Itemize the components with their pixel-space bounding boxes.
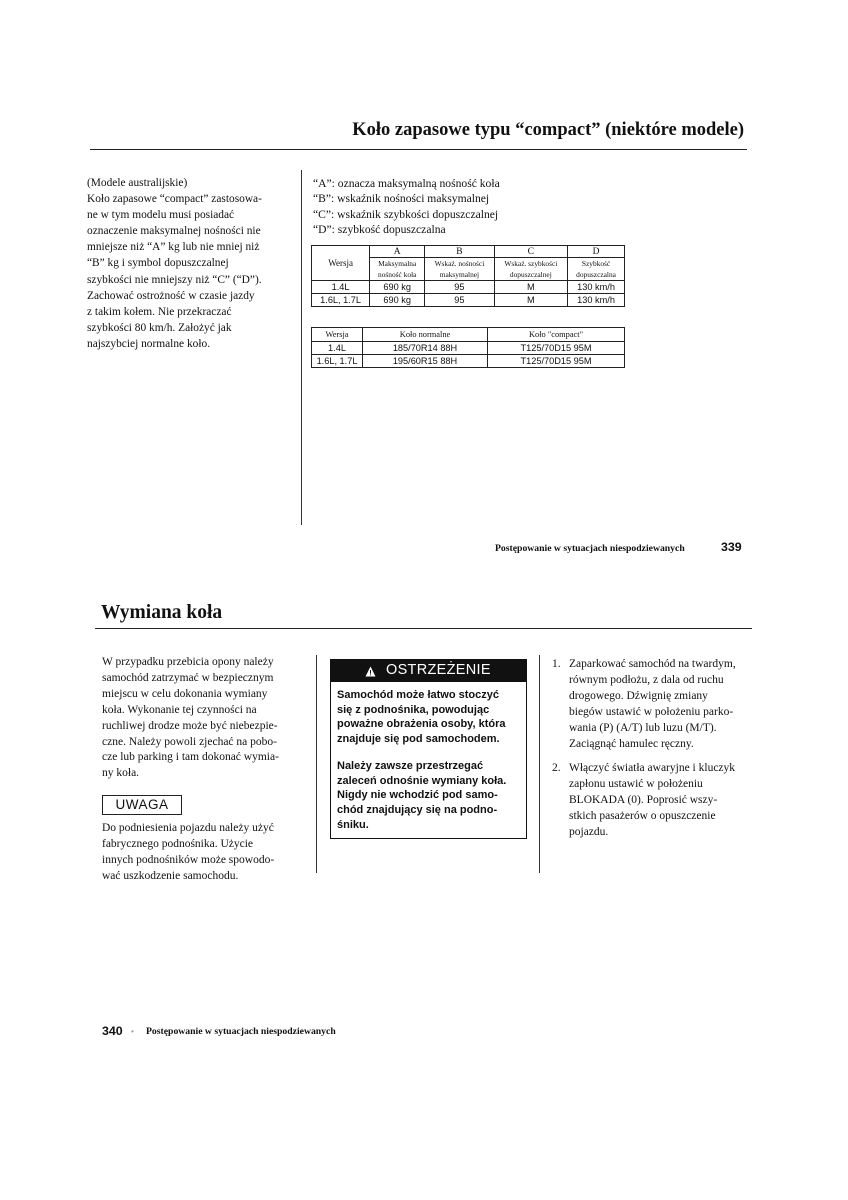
text-line: drogowego. Dźwignię zmiany: [569, 689, 708, 702]
table-header-letter: D: [568, 246, 625, 258]
table-subheader: nośność koła: [370, 269, 425, 281]
step-number: 1.: [552, 658, 561, 670]
text-line: pojazdu.: [569, 826, 609, 839]
text-line: samochód zatrzymać w bezpiecznym: [102, 671, 274, 684]
text-line: chód znajdujący się na podno-: [337, 804, 498, 817]
table-subheader: maksymalnej: [425, 269, 494, 281]
text-line: mniejsze niż “A” kg lub nie mniej niż: [87, 241, 260, 254]
text-line: stkich pasażerów o opuszczenie: [569, 810, 716, 823]
text-line: innych podnośników może spowodo-: [102, 853, 275, 866]
text-line: równym podłożu, z dala od ruchu: [569, 673, 724, 686]
text-line: Samochód może łatwo stoczyć: [337, 689, 499, 701]
warning-paragraph-roll: [337, 688, 523, 747]
text-line: oznaczenie maksymalnej nośności nie: [87, 225, 261, 238]
text-line: zaleceń odnośnie wymiany koła.: [337, 774, 507, 787]
page-number: 340: [102, 1024, 123, 1038]
warning-paragraph-instructions: [337, 759, 523, 833]
legend-item-b: “B”: wskaźnik nośności maksymalnej: [313, 192, 490, 206]
text-line: Do podniesienia pojazdu należy użyć: [102, 822, 274, 834]
text-line: W przypadku przebicia opony należy: [102, 656, 274, 668]
text-line: zapłonu ustawić w położeniu: [569, 778, 703, 791]
table-header: Wersja: [312, 328, 363, 342]
text-line: ruchliwej drodze może być niebezpie-: [102, 719, 278, 732]
warning-triangle-icon: [365, 666, 376, 677]
text-line: szybkości nie mniejszy niż “C” (“D”).: [87, 273, 262, 286]
text-line: ne w tym modelu musi posiadać: [87, 209, 235, 222]
tyre-code-legend: [313, 176, 613, 238]
text-line: (Modele australijskie): [87, 177, 188, 189]
text-line: poważne obrażenia osoby, która: [337, 718, 506, 731]
table-cell: M: [494, 281, 568, 294]
table-cell: 1.4L: [312, 342, 363, 355]
text-line: Włączyć światła awaryjne i kluczyk: [569, 762, 736, 775]
table-cell: T125/70D15 95M: [488, 355, 625, 368]
table-row: [312, 281, 625, 294]
table-subheader: Maksymalna: [370, 258, 425, 270]
text-line: się z podnośnika, powodując: [337, 703, 490, 716]
wheel-size-table: [311, 327, 625, 368]
table-header-version: Wersja: [312, 246, 370, 281]
table-cell: 130 km/h: [568, 281, 625, 294]
table-cell: 95: [425, 281, 494, 294]
text-line: wania (P) (A/T) lub luzu (M/T).: [569, 721, 717, 734]
text-line: wać uszkodzenie samochodu.: [102, 869, 239, 882]
step-item: [552, 761, 762, 841]
text-line: Zaciągnąć hamulec ręczny.: [569, 737, 694, 750]
page-title-wheel-change: Wymiana koła: [101, 602, 223, 623]
puncture-paragraph: [102, 655, 307, 782]
text-line: Należy zawsze przestrzegać: [337, 760, 484, 772]
warning-title: OSTRZEŻENIE: [386, 662, 491, 678]
text-line: fabrycznego podnośnika. Użycie: [102, 837, 254, 850]
table-cell: 1.4L: [312, 281, 370, 294]
legend-item-a: “A”: oznacza maksymalną nośność koła: [313, 177, 500, 190]
table-subheader: dopuszczalna: [568, 269, 625, 281]
page-footer-section: Postępowanie w sytuacjach niespodziewanych: [495, 543, 685, 554]
text-line: ny koła.: [102, 767, 140, 780]
text-line: BLOKADA (0). Poprosić wszy-: [569, 794, 718, 807]
text-line: biegów ustawić w położeniu parko-: [569, 705, 734, 718]
table-cell: 95: [425, 294, 494, 307]
spare-wheel-spec-table: [311, 245, 625, 307]
table-row: [312, 342, 625, 355]
table-cell: 1.6L, 1.7L: [312, 355, 363, 368]
title-rule: [95, 628, 752, 629]
notice-label: UWAGA: [115, 797, 169, 812]
text-line: koła. Wykonanie tej czynności na: [102, 703, 257, 716]
table-cell: 185/70R14 88H: [363, 342, 488, 355]
table-cell: 130 km/h: [568, 294, 625, 307]
notice-paragraph: [102, 821, 307, 885]
table-header: Koło normalne: [363, 328, 488, 342]
procedure-steps: [552, 657, 762, 841]
text-line: znajduje się pod samochodem.: [337, 733, 500, 746]
notice-badge: [102, 795, 182, 815]
table-header-letter: B: [425, 246, 494, 258]
table-header-letter: C: [494, 246, 568, 258]
table-cell: 690 kg: [370, 281, 425, 294]
legend-item-d: “D”: szybkość dopuszczalna: [313, 223, 446, 237]
table-header-letter: A: [370, 246, 425, 258]
text-line: najszybciej normalne koło.: [87, 337, 211, 350]
table-cell: 195/60R15 88H: [363, 355, 488, 368]
text-line: Koło zapasowe “compact” zastosowa-: [87, 193, 262, 206]
table-subheader: Szybkość: [568, 258, 625, 270]
text-line: szybkości 80 km/h. Założyć jak: [87, 321, 232, 334]
table-cell: M: [494, 294, 568, 307]
australian-models-paragraph: [87, 175, 292, 352]
warning-header: [331, 660, 526, 682]
table-subheader: Wskaź. nośności: [425, 258, 494, 270]
text-line: śniku.: [337, 818, 369, 831]
table-row: [312, 355, 625, 368]
table-header: Koło "compact": [488, 328, 625, 342]
title-rule: [90, 149, 747, 150]
footer-separator: •: [131, 1027, 134, 1036]
column-divider: [539, 655, 540, 873]
text-line: miejscu w celu dokonania wymiany: [102, 687, 268, 700]
legend-item-c: “C”: wskaźnik szybkości dopuszczalnej: [313, 207, 499, 221]
text-line: z takim kołem. Nie przekraczać: [87, 305, 232, 318]
column-divider: [301, 170, 302, 525]
text-line: czne. Należy powoli zjechać na pobo-: [102, 735, 277, 748]
page-footer-section: Postępowanie w sytuacjach niespodziewanych: [146, 1026, 336, 1037]
text-line: Nigdy nie wchodzić pod samo-: [337, 789, 498, 802]
column-divider: [316, 655, 317, 873]
table-subheader: dopuszczalnej: [494, 269, 568, 281]
text-line: cze lub parking i tam dokonać wymia-: [102, 751, 279, 764]
text-line: “B” kg i symbol dopuszczalnej: [87, 257, 229, 270]
table-subheader: Wskaź. szybkości: [494, 258, 568, 270]
table-cell: T125/70D15 95M: [488, 342, 625, 355]
step-item: [552, 657, 762, 752]
table-cell: 690 kg: [370, 294, 425, 307]
text-line: Zaparkować samochód na twardym,: [569, 658, 736, 670]
page-number: 339: [721, 540, 742, 554]
warning-box: [330, 659, 527, 839]
table-row: [312, 294, 625, 307]
table-cell: 1.6L, 1.7L: [312, 294, 370, 307]
text-line: Zachować ostrożność w czasie jazdy: [87, 289, 255, 302]
step-number: 2.: [552, 762, 561, 775]
page-title-spare-wheel: Koło zapasowe typu “compact” (niektóre modele): [352, 120, 744, 140]
